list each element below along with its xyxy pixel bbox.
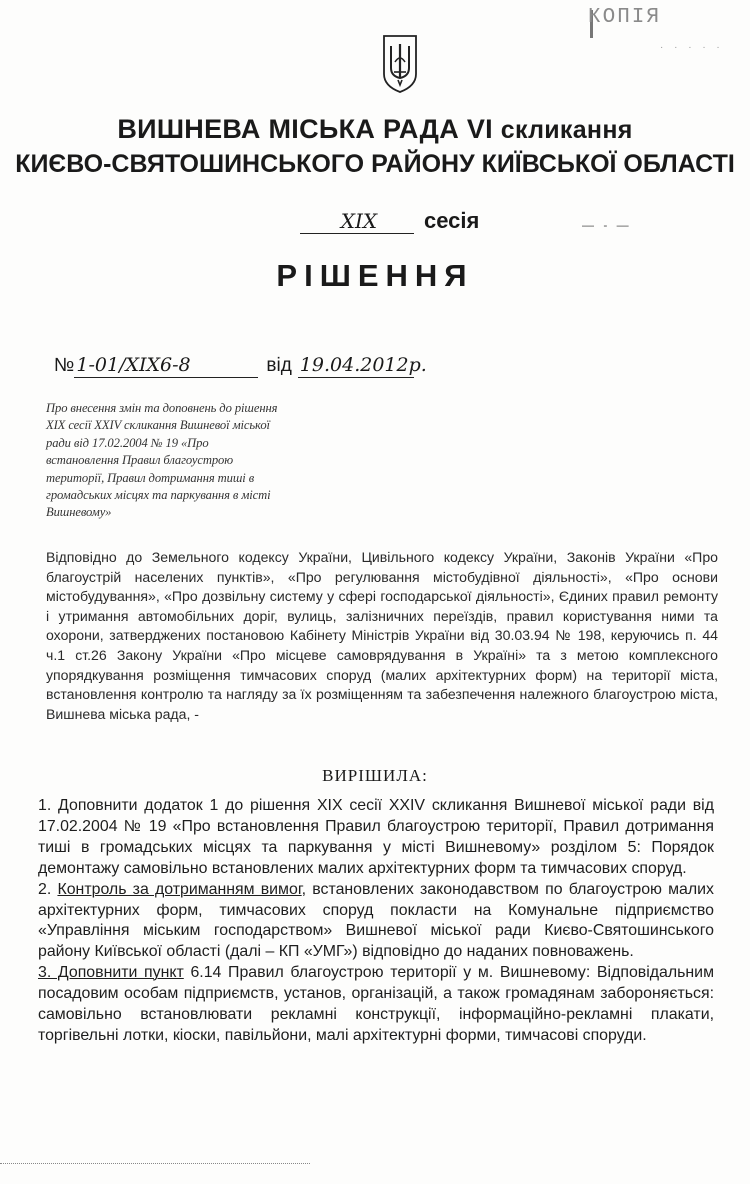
resolved-heading: ВИРІШИЛА:	[322, 766, 428, 785]
decision-item-1: 1. Доповнити додаток 1 до рішення XIX сесії XXIV скликання Вишневої міської ради від 17.02.2004 № 19 «Про встановлення Правил благоустрою території, Правил дотримання тиші в громадських місцях та паркування у місті Вишневому» розділом 5: Порядок демонтажу самовільно встановлених малих архітектурних форм та тимчасових споруд.	[38, 797, 714, 877]
scan-edge-dots	[0, 1160, 310, 1164]
decision-item-2	[38, 880, 714, 964]
decision-item-3	[38, 963, 714, 1047]
margin-dashes: — - —	[582, 218, 632, 232]
item-2-underlined: Контроль за дотриманням вимог	[57, 880, 302, 898]
ukraine-trident-icon	[381, 34, 419, 94]
decision-body	[38, 796, 714, 1047]
decision-number-line	[54, 354, 427, 378]
stamp-dots: · · · · ·	[660, 42, 724, 53]
decision-summary: Про внесення змін та доповнень до рішення XIX сесії XXIV скликання Вишневої міської ради від 17.02.2004 № 19 «Про встановлення Правил благоустрою території, Правил дотримання тиші в громадських місцях та паркування в місті Вишневому»	[46, 401, 278, 520]
preamble-paragraph: Відповідно до Земельного кодексу України, Цивільного кодексу України, Законів України «Про благоустрій населених пунктів», «Про регулювання містобудівної діяльності», «Про основи містобудування», «Про дозвільну систему у сфері господарської діяльності», Єдиних правил ремонту і утримання автомобільних доріг, вулиць, залізничних переїздів, правил користування ними та охорони, затверджених постановою Кабінету Міністрів України від 30.03.94 № 198, керуючись п. 44 ч.1 ст.26 Закону України «Про місцеве самоврядування в Україні» та з метою комплексного упорядкування розміщення тимчасових споруд (малих архітектурних форм) на території міста, встановлення контролю та нагляду за їх розміщенням та забезпечення належного благоустрою міста, Вишнева міська рада, -	[46, 549, 718, 722]
copy-stamp: КОПІЯ	[588, 6, 662, 29]
decision-number: 1-01/XIX6-8	[74, 354, 258, 378]
document-title: РІШЕННЯ	[276, 258, 474, 293]
item-3-text: 6.14 Правил благоустрою території у м. Вишневому: Відповідальним посадовим особам підприємств, установ, організацій, а також громадянам забороняється: самовільно встановлювати рекламні конструкції, інформаційно-рекламні плакати, торгівельні лотки, кіоски, павільйони, малі архітектурні форми, тимчасові споруди.	[38, 964, 714, 1044]
session-number: XIX	[300, 209, 414, 234]
district-line: КИЄВО-СВЯТОШИНСЬКОГО РАЙОНУ КИЇВСЬКОЇ ОБЛАСТІ	[15, 150, 735, 178]
item-3-underlined: 3. Доповнити пункт	[38, 964, 184, 982]
convocation-label: скликання	[500, 116, 633, 144]
session-label: сесія	[424, 208, 480, 233]
decision-date: 19.04.2012р.	[299, 354, 427, 376]
session-line	[300, 208, 479, 234]
item-2-text: , встановлених законодавством по благоустрою малих архітектурних форм, тимчасових споруд покласти на Комунальне підприємство «Управління міським господарством» Вишневої міської ради Києво-Святошинського району Київської області (далі – КП «УМГ») відповідно до наданих повноважень.	[38, 880, 714, 961]
item-2-number: 2.	[38, 880, 52, 898]
date-prefix: від	[266, 355, 292, 376]
council-name-text: ВИШНЕВА МІСЬКА РАДА VІ	[117, 114, 493, 144]
council-name	[0, 114, 750, 145]
number-prefix: №	[54, 355, 75, 376]
